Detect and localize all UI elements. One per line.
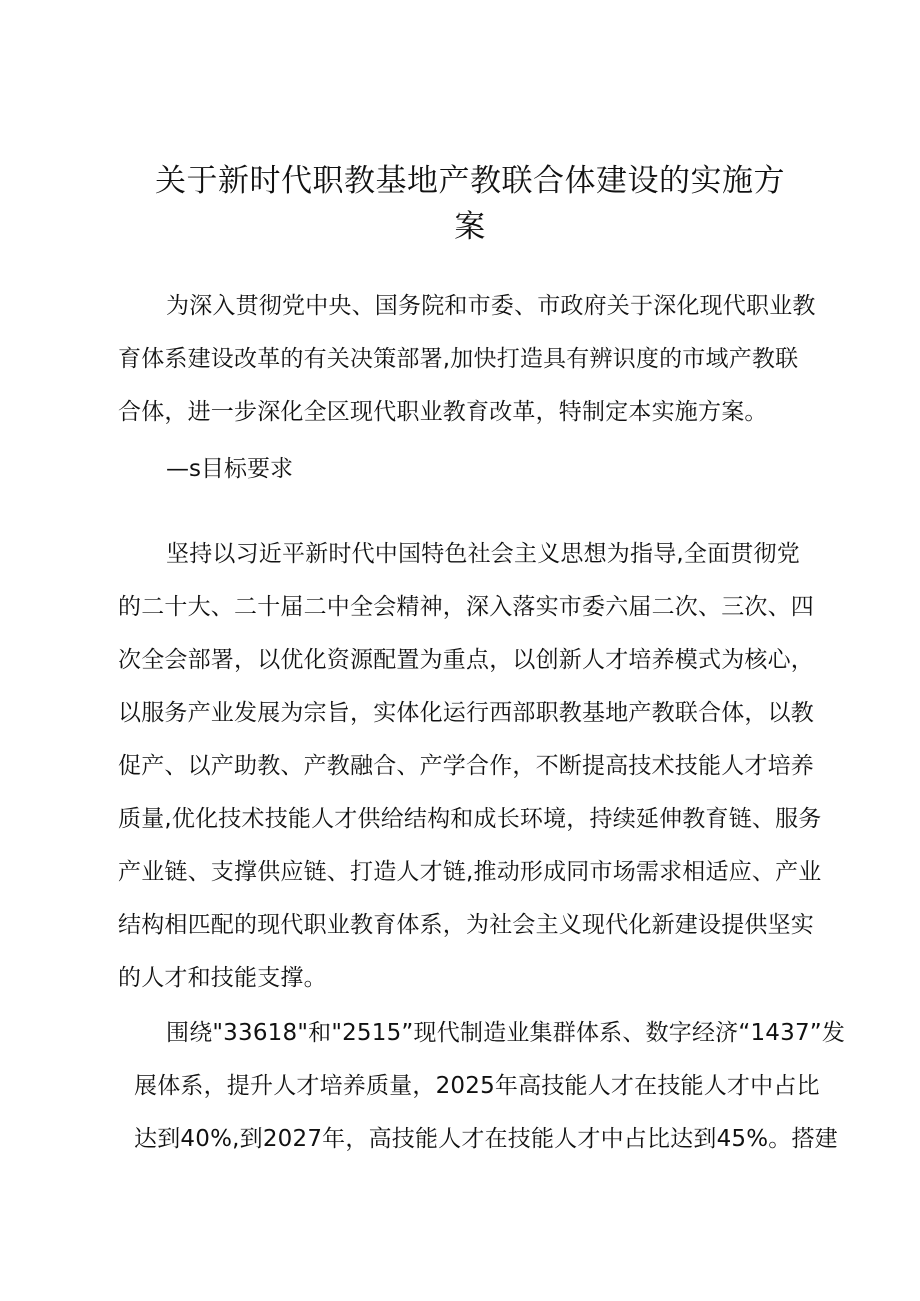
intro-paragraph [118, 280, 818, 439]
paragraph-line: 为深入贯彻党中央、国务院和市委、市政府关于深化现代职业教 [166, 293, 816, 319]
paragraph-line: 的二十大、二十届二中全会精神，深入落实市委六届二次、三次、四 [118, 594, 814, 620]
document-title-line: 案 [454, 209, 486, 245]
paragraph-line: 达到40%,到2027年，高技能人才在技能人才中占比达到45%。搭建 [134, 1126, 838, 1152]
target-paragraph [118, 1007, 846, 1166]
paragraph-line: 展体系，提升人才培养质量，2025年高技能人才在技能人才中占比 [134, 1073, 820, 1099]
paragraph-line: 育体系建设改革的有关决策部署,加快打造具有辨识度的市域产教联 [118, 346, 799, 372]
paragraph-line: 围绕"33618"和"2515”现代制造业集群体系、数字经济“1437”发 [166, 1020, 846, 1046]
paragraph-line: 的人才和技能支撑。 [118, 965, 327, 991]
paragraph-line: 坚持以习近平新时代中国特色社会主义思想为指导,全面贯彻党 [166, 541, 800, 567]
paragraph-line: 促产、以产助教、产教融合、产学合作，不断提高技术技能人才培养 [118, 753, 814, 779]
section-heading: —s目标要求 [166, 456, 293, 482]
paragraph-line: 以服务产业发展为宗旨，实体化运行西部职教基地产教联合体，以教 [118, 700, 814, 726]
paragraph-line: 合体，进一步深化全区现代职业教育改革，特制定本实施方案。 [118, 399, 768, 425]
paragraph-line: 产业链、支撑供应链、打造人才链,推动形成同市场需求相适应、产业 [118, 859, 822, 885]
paragraph-line: 质量,优化技术技能人才供给结构和成长环境，持续延伸教育链、服务 [118, 806, 822, 832]
document-title-line: 关于新时代职教基地产教联合体建设的实施方 [155, 163, 785, 199]
document-title [150, 158, 790, 250]
body-paragraph [118, 528, 822, 1005]
paragraph-line: 次全会部署，以优化资源配置为重点，以创新人才培养模式为核心， [118, 647, 814, 673]
paragraph-line: 结构相匹配的现代职业教育体系，为社会主义现代化新建设提供坚实 [118, 912, 814, 938]
